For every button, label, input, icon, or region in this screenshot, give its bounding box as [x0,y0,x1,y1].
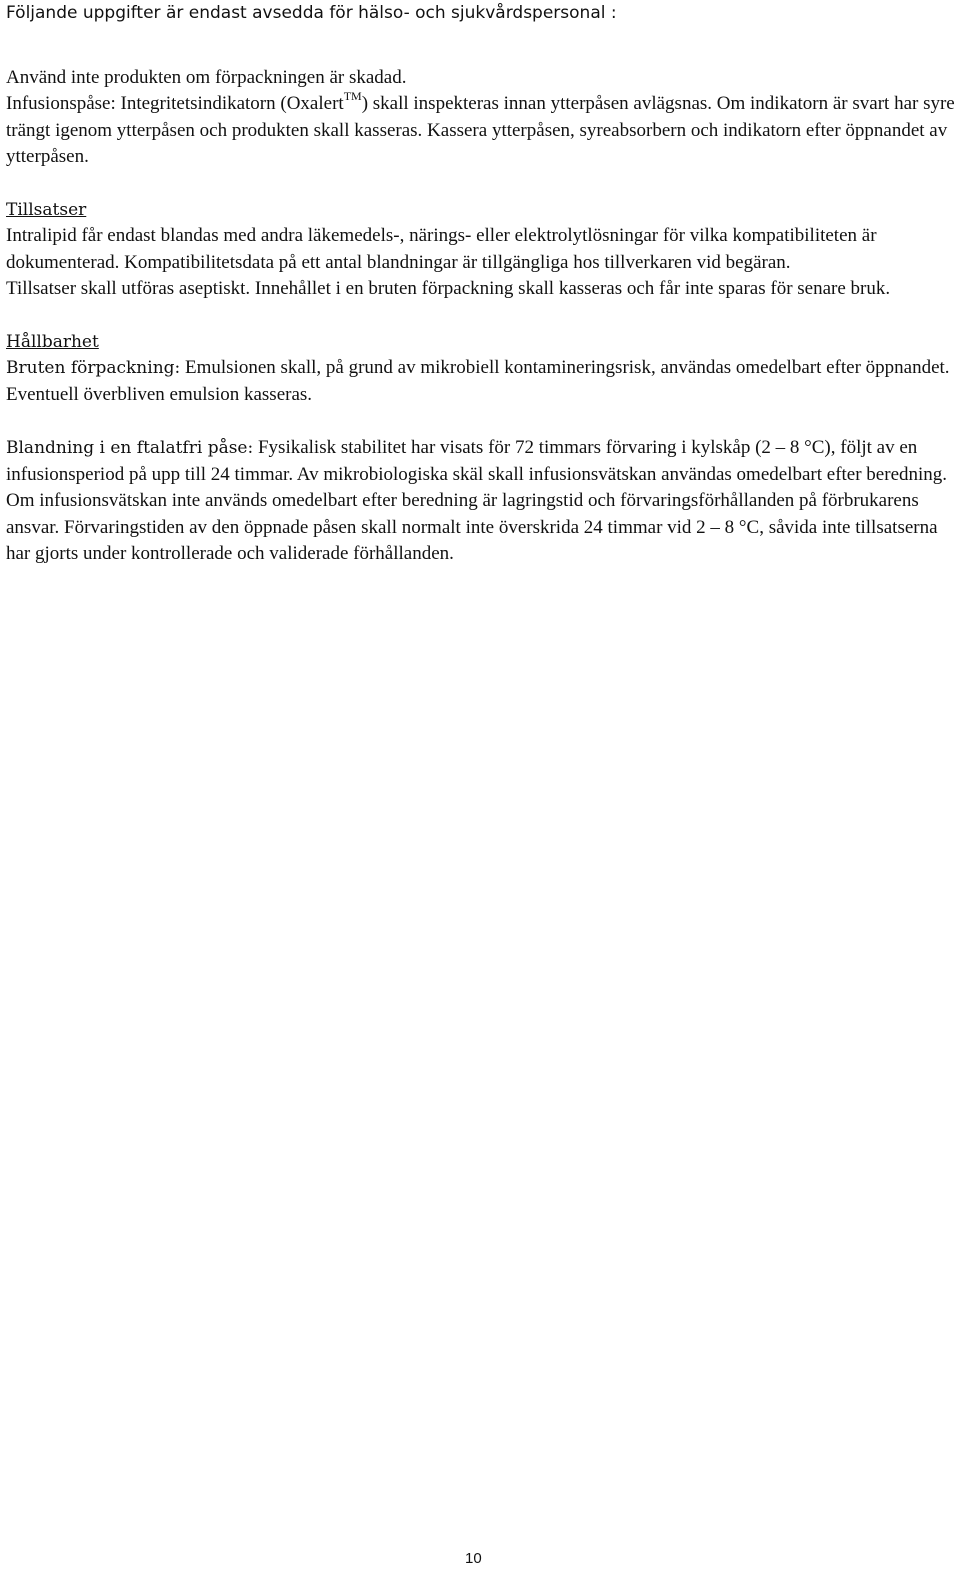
handling-paragraph-2 [6,88,956,171]
tillsatser-paragraph-1: Intralipid får endast blandas med andra läkemedels-, närings- eller elektrolytlösningar för vilka kompatibiliteten är dokumenterad. Kompatibilitetsdata på ett antal blandningar är tillgängliga hos tillverkaren vid begäran. [6,225,877,273]
hallbarhet-p2-text: Fysikalisk stabilitet har visats för 72 timmars förvaring i kylskåp (2 – 8 °C), följt av en infusionsperiod på upp till 24 timmar. Av mikrobiologiska skäl skall infusionsvätskan användas omedelbart efter beredning. Om infusionsvätskan inte används omedelbart efter beredning är lagringstid och förvaringsförhållanden på förbrukarens ansvar. Förvaringstiden av den öppnade påsen skall normalt inte överskrida 24 timmar vid 2 – 8 °C, såvida inte tillsatserna har gjorts under kontrollerade och validerade förhållanden. [6,437,948,564]
tillsatser-heading: Tillsatser [6,199,87,220]
document-page [6,0,956,568]
spacer [6,303,956,329]
spacer [6,27,956,53]
hallbarhet-paragraph-2 [6,435,956,568]
intro-heading: Följande uppgifter är endast avsedda för hälso- och sjukvårdspersonal : [6,3,617,23]
hallbarhet-heading: Hållbarhet [6,331,99,352]
spacer [6,171,956,197]
hallbarhet-paragraph-1 [6,355,956,408]
hallbarhet-p1-text: Emulsionen skall, på grund av mikrobiell kontamineringsrisk, användas omedelbart efter öppnandet. Eventuell överbliven emulsion kasseras. [6,357,950,405]
spacer [6,408,956,435]
page-number: 10 [465,1550,482,1567]
hallbarhet-p1-lead: Bruten förpackning: [6,358,181,378]
tillsatser-paragraph-2: Tillsatser skall utföras aseptiskt. Innehållet i en bruten förpackning skall kasseras och får inte sparas för senare bruk. [6,278,891,299]
handling-text-after: ) skall inspekteras innan ytterpåsen avlägsnas. Om indikatorn är svart har syre trängt igenom ytterpåsen och produkten skall kasseras. Kassera ytterpåsen, syreabsorbern och indikatorn efter öppnandet av ytterpåsen. [6,93,955,167]
trademark-superscript: TM [343,88,362,103]
hallbarhet-p2-lead: Blandning i en ftalatfri påse: [6,438,254,458]
handling-text-before: Infusionspåse: Integritetsindikatorn (Oxalert [6,93,344,114]
handling-paragraph-1: Använd inte produkten om förpackningen är skadad. [6,66,407,88]
